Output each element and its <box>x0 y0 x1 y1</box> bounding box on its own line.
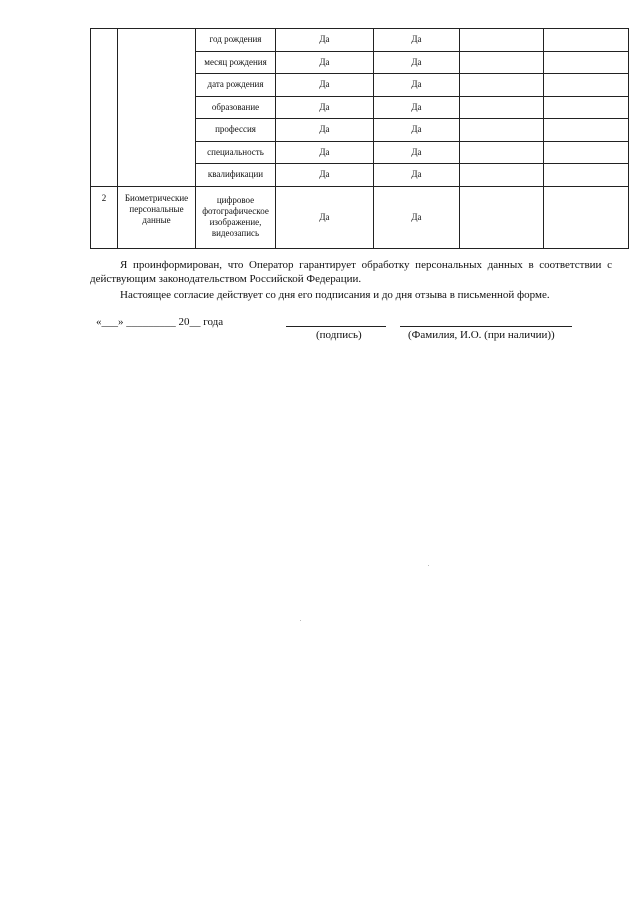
data-item-cell: дата рождения <box>196 74 276 97</box>
blank-cell <box>544 51 629 74</box>
blank-cell <box>544 29 629 52</box>
consent-value-cell: Да <box>276 141 374 164</box>
table-row <box>91 186 629 248</box>
consent-value-cell: Да <box>276 119 374 142</box>
blank-cell <box>460 141 544 164</box>
blank-cell <box>544 96 629 119</box>
blank-cell <box>544 141 629 164</box>
consent-value-cell: Да <box>276 29 374 52</box>
consent-value-cell: Да <box>276 164 374 187</box>
signature-line <box>286 326 386 327</box>
consent-table <box>90 28 629 249</box>
consent-value-cell: Да <box>276 186 374 248</box>
consent-value-cell: Да <box>276 74 374 97</box>
data-item-cell: специальность <box>196 141 276 164</box>
data-item-cell: цифровое фотографическое изображение, видеозапись <box>196 186 276 248</box>
name-line <box>400 326 572 327</box>
blank-cell <box>544 119 629 142</box>
consent-value-cell: Да <box>374 141 460 164</box>
consent-value-cell: Да <box>374 51 460 74</box>
row-number-cell: 2 <box>91 186 118 248</box>
consent-value-cell: Да <box>374 29 460 52</box>
category-cell: Биометрические персональные данные <box>118 186 196 248</box>
data-item-cell: квалификации <box>196 164 276 187</box>
consent-value-cell: Да <box>374 186 460 248</box>
validity-paragraph: Настоящее согласие действует со дня его подписания и до дня отзыва в письменной форме. <box>120 289 550 301</box>
scan-speck <box>428 565 429 566</box>
guarantee-paragraph: Я проинформирован, что Оператор гарантирует обработку персональных данных в соответствии с действующим законодательством Российской Федерации. <box>90 259 612 285</box>
blank-cell <box>544 74 629 97</box>
consent-value-cell: Да <box>374 119 460 142</box>
signature-caption: (подпись) <box>316 329 362 341</box>
data-item-cell: профессия <box>196 119 276 142</box>
consent-value-cell: Да <box>276 51 374 74</box>
consent-value-cell: Да <box>374 96 460 119</box>
blank-cell <box>544 164 629 187</box>
blank-cell <box>460 29 544 52</box>
category-cell <box>118 29 196 187</box>
data-item-cell: образование <box>196 96 276 119</box>
blank-cell <box>544 186 629 248</box>
blank-cell <box>460 119 544 142</box>
consent-value-cell: Да <box>374 74 460 97</box>
scan-speck <box>300 620 301 621</box>
blank-cell <box>460 74 544 97</box>
data-item-cell: год рождения <box>196 29 276 52</box>
blank-cell <box>460 164 544 187</box>
blank-cell <box>460 96 544 119</box>
table-row <box>91 29 629 52</box>
data-item-cell: месяц рождения <box>196 51 276 74</box>
consent-value-cell: Да <box>374 164 460 187</box>
date-field: «___» _________ 20__ года <box>96 316 224 328</box>
name-caption: (Фамилия, И.О. (при наличии)) <box>408 329 555 341</box>
blank-cell <box>460 186 544 248</box>
blank-cell <box>460 51 544 74</box>
consent-value-cell: Да <box>276 96 374 119</box>
row-number-cell <box>91 29 118 187</box>
